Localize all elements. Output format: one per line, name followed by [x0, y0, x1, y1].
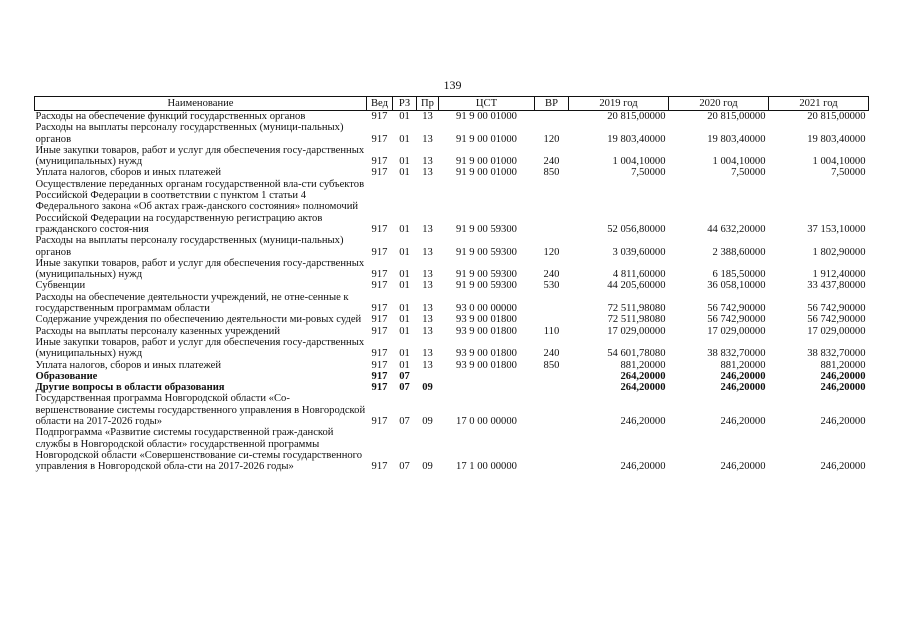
cell-pr: 13 — [422, 325, 433, 337]
cell-cst: 17 1 00 00000 — [456, 461, 517, 473]
cell-vr — [535, 179, 569, 235]
table-row — [35, 179, 869, 235]
cell-y2020: 6 185,50000 — [712, 269, 766, 281]
cell-y2021: 33 437,80000 — [807, 280, 866, 292]
cell-y2021: 246,20000 — [820, 370, 866, 382]
header-vr: ВР — [535, 97, 569, 111]
table-row — [35, 326, 869, 337]
cell-name: Другие вопросы в области образования — [35, 382, 225, 394]
cell-y2021: 17 029,00000 — [807, 325, 866, 337]
cell-y2021: 1 802,90000 — [812, 246, 866, 258]
table-row — [35, 427, 869, 472]
cell-ved: 917 — [371, 303, 388, 315]
cell-name: Образование — [35, 370, 98, 382]
cell-y2020: 246,20000 — [720, 416, 766, 428]
cell-rz: 07 — [399, 370, 410, 382]
cell-rz: 07 — [399, 461, 410, 473]
cell-pr: 13 — [422, 246, 433, 258]
table-row — [35, 314, 869, 325]
cell-pr: 13 — [422, 280, 433, 292]
cell-cst: 91 9 00 01000 — [456, 111, 517, 122]
cell-y2019: 72 511,98080 — [607, 303, 666, 315]
cell-vr — [535, 111, 569, 123]
cell-name: Осуществление переданных органам государственной вла-сти субъектов Российской Федерации в соответствии с пунктом 1 статьи 4 Федерального закона «Об актах граж-данского состояния» полномочий Российской Федерации на государственную регистрацию актов гражданского состоя-ния — [35, 178, 365, 235]
cell-y2019: 52 056,80000 — [607, 223, 666, 235]
cell-rz: 01 — [399, 246, 410, 258]
cell-y2020: 2 388,60000 — [712, 246, 766, 258]
cell-vr: 240 — [543, 348, 560, 360]
cell-pr: 09 — [422, 461, 433, 473]
cell-y2019: 72 511,98080 — [607, 314, 666, 326]
table-row — [35, 258, 869, 281]
cell-vr — [535, 314, 569, 325]
cell-name: Расходы на выплаты персоналу казенных учреждений — [35, 325, 280, 337]
cell-name: Субвенции — [35, 280, 86, 292]
cell-name: Уплата налогов, сборов и иных платежей — [35, 359, 222, 371]
cell-y2019: 17 029,00000 — [607, 325, 666, 337]
cell-y2019: 3 039,60000 — [612, 246, 666, 258]
cell-ved: 917 — [371, 348, 388, 360]
cell-y2020: 246,20000 — [720, 370, 766, 382]
cell-name: Государственная программа Новгородской области «Со-вершенствование системы государственного управления в Новгородской области на 2017-2026 годы» — [35, 393, 366, 428]
header-rz: РЗ — [393, 97, 417, 111]
cell-pr: 09 — [422, 416, 433, 428]
cell-cst: 91 9 00 01000 — [456, 133, 517, 145]
table-row — [35, 167, 869, 178]
cell-y2021: 1 004,10000 — [812, 156, 866, 168]
cell-ved: 917 — [371, 269, 388, 281]
cell-name: Расходы на выплаты персоналу государственных (муници-пальных) органов — [35, 235, 344, 258]
cell-y2021: 7,50000 — [831, 167, 866, 179]
cell-ved: 917 — [371, 359, 388, 371]
cell-rz: 01 — [399, 223, 410, 235]
cell-pr — [417, 371, 439, 382]
cell-vr: 530 — [543, 280, 560, 292]
table-body — [35, 111, 869, 473]
cell-name: Иные закупки товаров, работ и услуг для обеспечения госу-дарственных (муниципальных) нужд — [35, 144, 365, 168]
cell-name: Уплата налогов, сборов и иных платежей — [35, 167, 222, 179]
cell-cst — [439, 382, 535, 393]
cell-y2020: 1 004,10000 — [712, 156, 766, 168]
cell-rz: 01 — [399, 133, 410, 145]
cell-ved: 917 — [371, 325, 388, 337]
cell-cst: 93 9 00 01800 — [456, 359, 517, 371]
header-pr: Пр — [417, 97, 439, 111]
cell-cst: 93 9 00 01800 — [456, 314, 517, 326]
cell-ved: 917 — [371, 370, 388, 382]
cell-name: Расходы на обеспечение деятельности учреждений, не отне-сенные к государственным программам области — [35, 291, 349, 315]
cell-vr — [535, 292, 569, 315]
header-name: Наименование — [35, 97, 367, 111]
cell-y2021: 881,20000 — [820, 359, 866, 371]
cell-ved: 917 — [371, 314, 388, 326]
cell-y2019: 19 803,40000 — [607, 133, 666, 145]
table-row — [35, 337, 869, 360]
cell-cst: 91 9 00 01000 — [456, 167, 517, 179]
cell-pr: 13 — [422, 223, 433, 235]
cell-ved: 917 — [371, 156, 388, 168]
cell-y2020: 44 632,20000 — [707, 223, 766, 235]
cell-vr — [535, 371, 569, 382]
cell-cst: 17 0 00 00000 — [456, 416, 517, 428]
cell-cst: 91 9 00 59300 — [456, 246, 517, 258]
cell-cst: 93 0 00 00000 — [456, 303, 517, 315]
cell-ved: 917 — [371, 133, 388, 145]
table-row — [35, 235, 869, 258]
cell-y2021: 38 832,70000 — [807, 348, 866, 360]
cell-rz: 07 — [399, 416, 410, 428]
cell-y2020: 19 803,40000 — [707, 133, 766, 145]
cell-y2020: 56 742,90000 — [707, 303, 766, 315]
cell-name: Подпрограмма «Развитие системы государственной граж-данской службы в Новгородской области» государственной программы Новгородской области «Совершенствование си-стемы государственного управления в Новгородской обла-сти на 2017-2026 годы» — [35, 427, 363, 473]
cell-pr: 13 — [422, 359, 433, 371]
cell-pr: 13 — [422, 269, 433, 281]
table-row — [35, 111, 869, 123]
cell-y2019: 1 004,10000 — [612, 156, 666, 168]
cell-rz: 01 — [399, 314, 410, 326]
cell-y2021: 56 742,90000 — [807, 303, 866, 315]
cell-vr: 240 — [543, 269, 560, 281]
cell-pr: 13 — [422, 133, 433, 145]
cell-name: Расходы на выплаты персоналу государственных (муници-пальных) органов — [35, 122, 344, 145]
cell-ved: 917 — [371, 382, 388, 394]
table-row — [35, 382, 869, 393]
cell-y2021: 20 815,00000 — [807, 111, 866, 122]
cell-vr: 240 — [543, 156, 560, 168]
cell-pr: 13 — [422, 348, 433, 360]
table-row — [35, 280, 869, 291]
cell-vr: 110 — [543, 325, 560, 337]
cell-rz: 01 — [399, 325, 410, 337]
cell-rz: 01 — [399, 111, 410, 122]
cell-y2019: 20 815,00000 — [607, 111, 666, 122]
cell-y2021: 37 153,10000 — [807, 223, 866, 235]
cell-y2019: 54 601,78080 — [607, 348, 666, 360]
cell-ved: 917 — [371, 461, 388, 473]
cell-y2019: 44 205,60000 — [607, 280, 666, 292]
cell-rz: 07 — [399, 382, 410, 394]
cell-y2021: 56 742,90000 — [807, 314, 866, 326]
cell-cst: 91 9 00 59300 — [456, 269, 517, 281]
cell-y2020: 17 029,00000 — [707, 325, 766, 337]
cell-vr — [535, 382, 569, 393]
cell-y2021: 19 803,40000 — [807, 133, 866, 145]
cell-vr — [535, 393, 569, 427]
cell-pr: 13 — [422, 303, 433, 315]
cell-y2020: 36 058,10000 — [707, 280, 766, 292]
cell-cst: 91 9 00 01000 — [456, 156, 517, 168]
cell-y2020: 246,20000 — [720, 461, 766, 473]
table-row — [35, 393, 869, 427]
cell-vr — [535, 427, 569, 472]
cell-ved: 917 — [371, 416, 388, 428]
cell-y2020: 246,20000 — [720, 382, 766, 394]
cell-vr: 120 — [543, 246, 560, 258]
cell-ved: 917 — [371, 246, 388, 258]
cell-cst: 93 9 00 01800 — [456, 325, 517, 337]
budget-table — [34, 96, 869, 473]
cell-ved: 917 — [371, 280, 388, 292]
cell-ved: 917 — [371, 167, 388, 179]
cell-y2019: 264,20000 — [620, 370, 666, 382]
cell-pr: 13 — [422, 111, 433, 122]
cell-name: Содержание учреждения по обеспечению деятельности ми-ровых судей — [35, 314, 362, 326]
cell-rz: 01 — [399, 156, 410, 168]
cell-cst: 93 9 00 01800 — [456, 348, 517, 360]
cell-vr: 850 — [543, 167, 560, 179]
cell-pr: 13 — [422, 314, 433, 326]
cell-y2021: 1 912,40000 — [812, 269, 866, 281]
cell-rz: 01 — [399, 167, 410, 179]
cell-pr: 13 — [422, 167, 433, 179]
page-number: 139 — [443, 78, 462, 92]
cell-pr: 09 — [422, 382, 433, 394]
cell-rz: 01 — [399, 348, 410, 360]
cell-ved: 917 — [371, 223, 388, 235]
table-row — [35, 292, 869, 315]
header-2019: 2019 год — [569, 97, 669, 111]
cell-y2020: 20 815,00000 — [707, 111, 766, 122]
cell-rz: 01 — [399, 303, 410, 315]
cell-name: Иные закупки товаров, работ и услуг для обеспечения госу-дарственных (муниципальных) нужд — [35, 336, 365, 360]
cell-y2020: 881,20000 — [720, 359, 766, 371]
cell-rz: 01 — [399, 359, 410, 371]
cell-name: Иные закупки товаров, работ и услуг для обеспечения госу-дарственных (муниципальных) нужд — [35, 257, 365, 281]
cell-cst: 91 9 00 59300 — [456, 223, 517, 235]
cell-y2021: 246,20000 — [820, 416, 866, 428]
cell-y2020: 38 832,70000 — [707, 348, 766, 360]
cell-pr: 13 — [422, 156, 433, 168]
cell-rz: 01 — [399, 280, 410, 292]
cell-name: Расходы на обеспечение функций государственных органов — [35, 111, 306, 122]
cell-y2019: 246,20000 — [620, 461, 666, 473]
cell-y2020: 56 742,90000 — [707, 314, 766, 326]
cell-rz: 01 — [399, 269, 410, 281]
cell-ved: 917 — [371, 111, 388, 122]
cell-y2021: 246,20000 — [820, 461, 866, 473]
cell-y2020: 7,50000 — [731, 167, 766, 179]
table-row — [35, 360, 869, 371]
cell-vr: 120 — [543, 133, 560, 145]
cell-cst — [439, 371, 535, 382]
cell-vr: 850 — [543, 359, 560, 371]
cell-y2021: 246,20000 — [820, 382, 866, 394]
table-header-row — [35, 97, 869, 111]
cell-y2019: 246,20000 — [620, 416, 666, 428]
table-row — [35, 371, 869, 382]
cell-y2019: 7,50000 — [631, 167, 666, 179]
header-ved: Вед — [367, 97, 393, 111]
header-2020: 2020 год — [669, 97, 769, 111]
cell-y2019: 4 811,60000 — [612, 269, 666, 281]
table-row — [35, 145, 869, 168]
cell-cst: 91 9 00 59300 — [456, 280, 517, 292]
header-2021: 2021 год — [769, 97, 869, 111]
table-row — [35, 122, 869, 145]
cell-y2019: 264,20000 — [620, 382, 666, 394]
header-cst: ЦСТ — [439, 97, 535, 111]
cell-y2019: 881,20000 — [620, 359, 666, 371]
